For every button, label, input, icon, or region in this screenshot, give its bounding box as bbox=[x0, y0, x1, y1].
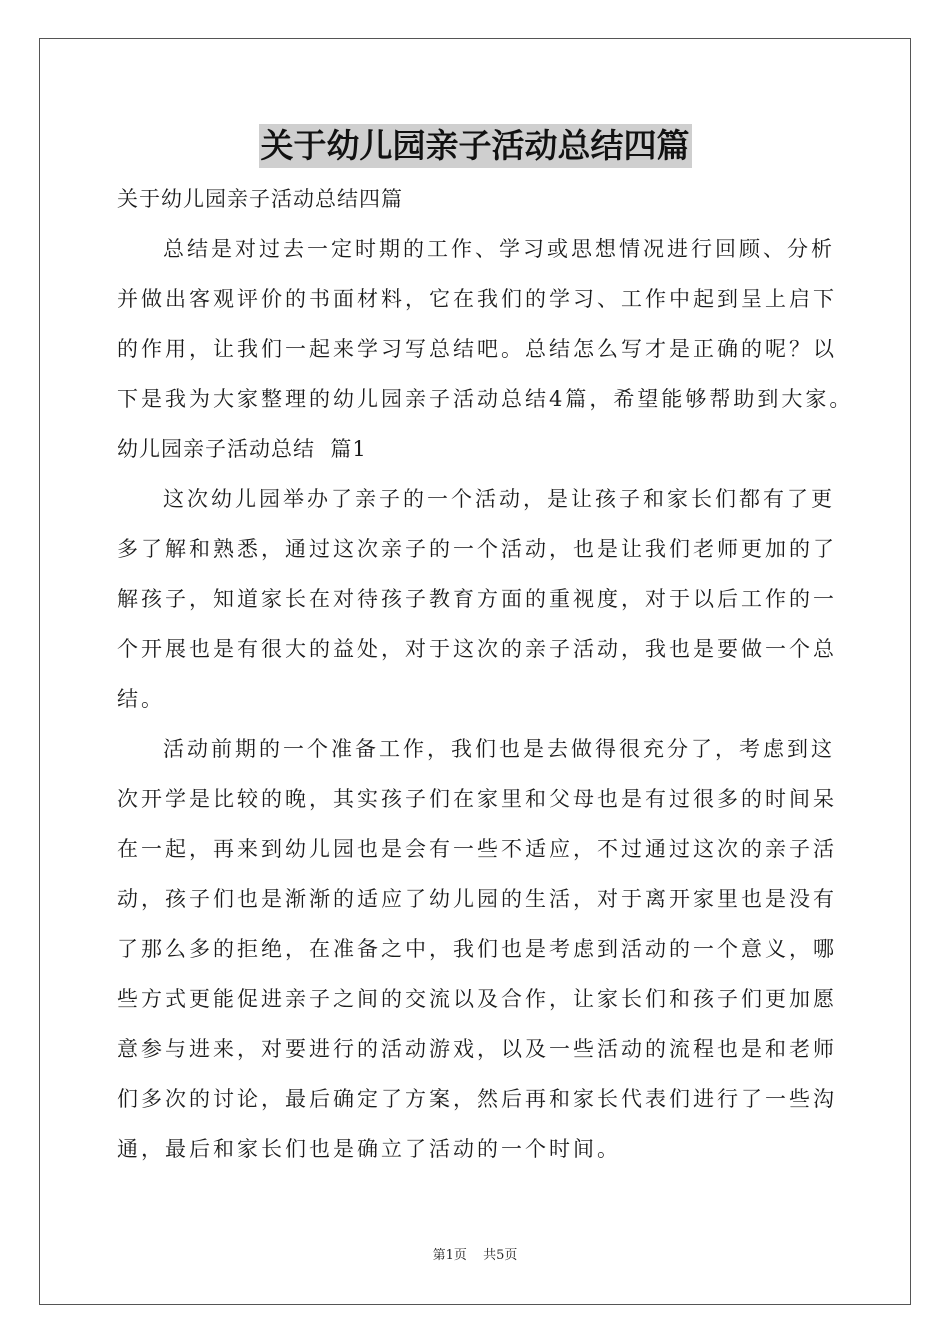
paragraph-line: 的作用，让我们一起来学习写总结吧。总结怎么写才是正确的呢？以 bbox=[117, 337, 837, 361]
paragraph-line: 活动前期的一个准备工作，我们也是去做得很充分了，考虑到这 bbox=[163, 737, 835, 761]
paragraph-line: 次开学是比较的晚，其实孩子们在家里和父母也是有过很多的时间呆 bbox=[117, 787, 837, 811]
paragraph-line: 解孩子，知道家长在对待孩子教育方面的重视度，对于以后工作的一 bbox=[117, 587, 837, 611]
paragraph-line: 了那么多的拒绝，在准备之中，我们也是考虑到活动的一个意义，哪 bbox=[117, 937, 837, 961]
paragraph-line: 动，孩子们也是渐渐的适应了幼儿园的生活，对于离开家里也是没有 bbox=[117, 887, 837, 911]
document-body bbox=[117, 174, 853, 1174]
paragraph-line: 意参与进来，对要进行的活动游戏，以及一些活动的流程也是和老师 bbox=[117, 1037, 837, 1061]
section-heading: 幼儿园亲子活动总结 篇1 bbox=[117, 437, 367, 461]
paragraph-line: 个开展也是有很大的益处，对于这次的亲子活动，我也是要做一个总 bbox=[117, 637, 837, 661]
paragraph-line: 并做出客观评价的书面材料，它在我们的学习、工作中起到呈上启下 bbox=[117, 287, 837, 311]
paragraph-line: 们多次的讨论，最后确定了方案，然后再和家长代表们进行了一些沟 bbox=[117, 1087, 837, 1111]
section-heading-block bbox=[117, 424, 853, 474]
paragraph-line: 结。 bbox=[117, 687, 165, 711]
page-footer bbox=[0, 1247, 950, 1265]
paragraph-line: 总结是对过去一定时期的工作、学习或思想情况进行回顾、分析 bbox=[163, 237, 835, 261]
paragraph-2 bbox=[117, 724, 853, 1174]
page-number: 第1页 bbox=[432, 1248, 467, 1263]
paragraph-line: 下是我为大家整理的幼儿园亲子活动总结4篇，希望能够帮助到大家。 bbox=[117, 387, 854, 411]
paragraph-line: 些方式更能促进亲子之间的交流以及合作，让家长们和孩子们更加愿 bbox=[117, 987, 837, 1011]
paragraph-line: 在一起，再来到幼儿园也是会有一些不适应，不过通过这次的亲子活 bbox=[117, 837, 837, 861]
subtitle: 关于幼儿园亲子活动总结四篇 bbox=[117, 187, 403, 211]
title-container bbox=[0, 124, 950, 168]
page-total: 共5页 bbox=[483, 1248, 518, 1263]
paragraph-line: 通，最后和家长们也是确立了活动的一个时间。 bbox=[117, 1137, 621, 1161]
subtitle-block bbox=[117, 174, 853, 224]
paragraph-line: 多了解和熟悉，通过这次亲子的一个活动，也是让我们老师更加的了 bbox=[117, 537, 837, 561]
paragraph-1 bbox=[117, 474, 853, 724]
intro-paragraph bbox=[117, 224, 853, 424]
paragraph-line: 这次幼儿园举办了亲子的一个活动，是让孩子和家长们都有了更 bbox=[163, 487, 835, 511]
document-title: 关于幼儿园亲子活动总结四篇 bbox=[259, 124, 692, 168]
